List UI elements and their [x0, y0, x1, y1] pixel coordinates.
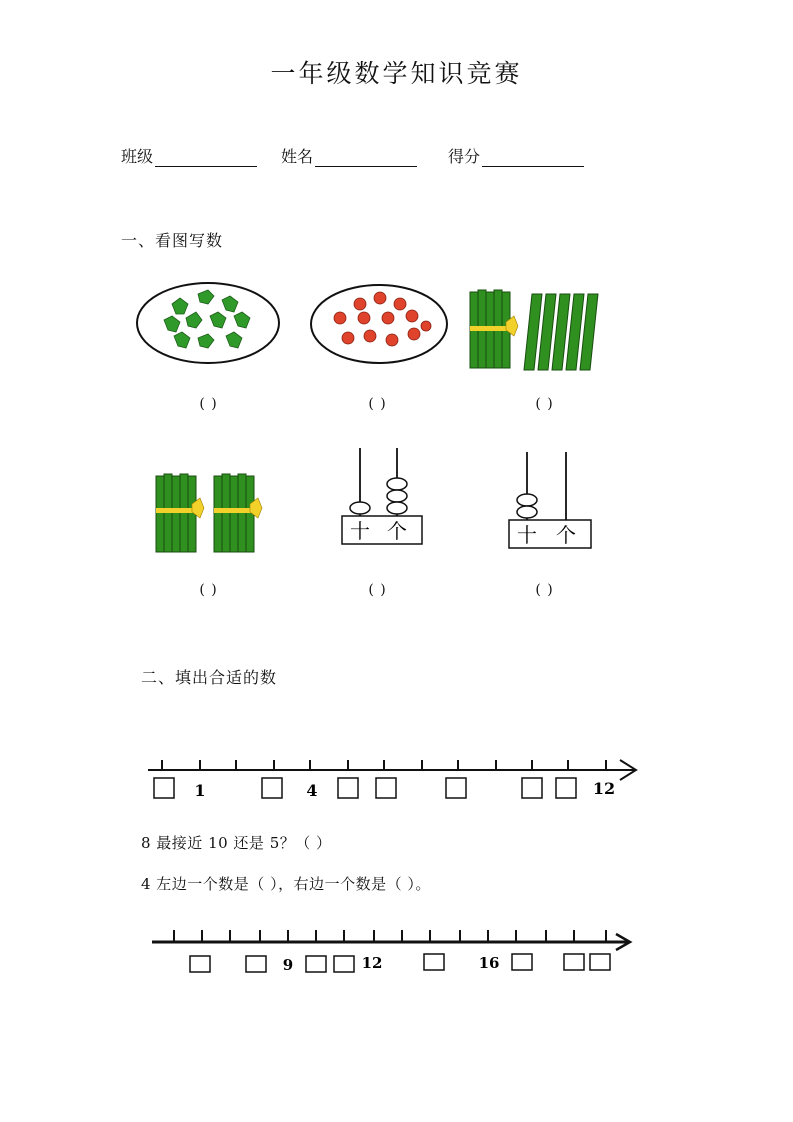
- name-label: 姓名: [281, 147, 314, 166]
- answer-box[interactable]: [154, 778, 174, 798]
- answer-box[interactable]: [306, 956, 326, 972]
- abacus-1-image: [340, 446, 424, 548]
- answer-paren-2[interactable]: ( ): [368, 396, 386, 412]
- abacus-1-tens-label: 十: [350, 519, 370, 543]
- bundle-and-sticks-image: [466, 286, 602, 372]
- answer-paren-4[interactable]: ( ): [199, 582, 217, 598]
- answer-box[interactable]: [338, 778, 358, 798]
- number-label: 9: [282, 956, 294, 974]
- answer-box[interactable]: [246, 956, 266, 972]
- abacus-1-ones-label: 个: [387, 519, 407, 543]
- class-blank[interactable]: [155, 146, 257, 167]
- question-1: 8 最接近 10 还是 5？（ ）: [141, 834, 332, 852]
- answer-box[interactable]: [334, 956, 354, 972]
- section1-heading: 一、看图写数: [121, 231, 224, 250]
- answer-box[interactable]: [590, 954, 610, 970]
- number-line-1: [140, 752, 650, 806]
- section2-heading: 二、填出合适的数: [141, 668, 278, 687]
- answer-box[interactable]: [446, 778, 466, 798]
- answer-paren-6[interactable]: ( ): [535, 582, 553, 598]
- answer-box[interactable]: [564, 954, 584, 970]
- score-field[interactable]: [448, 144, 584, 167]
- class-field[interactable]: [121, 144, 257, 167]
- answer-box[interactable]: [262, 778, 282, 798]
- two-bundles-image: [152, 470, 270, 556]
- name-field[interactable]: [281, 144, 417, 167]
- abacus-2-tens-label: 十: [517, 523, 537, 547]
- abacus-2-ones-label: 个: [556, 523, 576, 547]
- answer-paren-3[interactable]: ( ): [535, 396, 553, 412]
- answer-box[interactable]: [522, 778, 542, 798]
- name-blank[interactable]: [315, 146, 417, 167]
- answer-paren-1[interactable]: ( ): [199, 396, 217, 412]
- score-blank[interactable]: [482, 146, 584, 167]
- number-label: 4: [306, 781, 318, 800]
- score-label: 得分: [448, 147, 481, 166]
- number-label: 1: [194, 781, 206, 800]
- number-line-2: [146, 924, 646, 980]
- page-title: 一年级数学知识竞赛: [270, 59, 523, 88]
- class-label: 班级: [121, 147, 154, 166]
- number-label: 12: [361, 954, 383, 972]
- answer-box[interactable]: [556, 778, 576, 798]
- answer-box[interactable]: [376, 778, 396, 798]
- answer-box[interactable]: [512, 954, 532, 970]
- vegetable-plate-image: [134, 280, 282, 366]
- number-label: 12: [592, 779, 616, 798]
- abacus-2-image: [507, 450, 593, 552]
- answer-box[interactable]: [424, 954, 444, 970]
- number-label: 16: [478, 954, 500, 972]
- question-2: 4 左边一个数是（ ），右边一个数是（ ）。: [141, 875, 431, 893]
- answer-box[interactable]: [190, 956, 210, 972]
- answer-paren-5[interactable]: ( ): [368, 582, 386, 598]
- apple-plate-image: [308, 282, 450, 366]
